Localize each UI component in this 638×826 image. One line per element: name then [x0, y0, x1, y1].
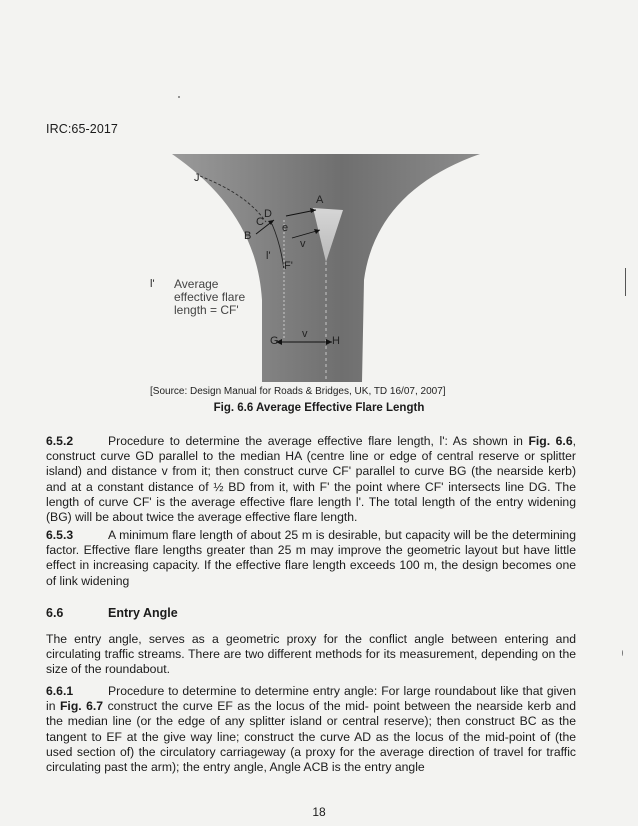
document-code: IRC:65-2017: [46, 122, 118, 136]
figure-caption: Fig. 6.6 Average Effective Flare Length: [213, 402, 425, 414]
label-l-prime-left: l': [150, 278, 155, 290]
section-6-5-3: [46, 528, 576, 589]
figure-flare-length: [150, 150, 480, 382]
legend-line-3: length = CF': [174, 303, 239, 317]
section-number: 6.5.3: [46, 528, 74, 542]
legend-line-2: effective flare: [174, 290, 246, 304]
label-D: D: [264, 208, 272, 220]
section-text: , construct curve GD parallel to the median HA (centre line or edge of central reserve or splitter island) and distance v from it; then construct curve CF' parallel to curve BG (the nearside kerb) and at a constant distance of ½ BD from it, with F' the point where CF' intersects line DG. The length of curve CF' is the average effective flare length l'. The total length of the entry widening (BG) will be about twice the average effective flare length.: [46, 434, 576, 525]
label-v-top: v: [300, 238, 306, 250]
figure-reference: Fig. 6.7: [59, 699, 104, 714]
section-6-6-1: [46, 684, 576, 775]
page-number: 18: [312, 805, 326, 819]
label-G: G: [270, 335, 279, 347]
flare-legend: [174, 278, 245, 317]
section-text: Procedure to determine the average effective flare length, l': As shown in: [108, 434, 529, 448]
label-J: J: [194, 172, 200, 184]
label-C: C: [256, 216, 264, 228]
label-v-bottom: v: [302, 328, 308, 340]
label-B: B: [244, 230, 252, 242]
label-A: A: [316, 194, 324, 206]
label-F-prime: F': [284, 260, 293, 272]
figure-reference: Fig. 6.6: [528, 434, 573, 448]
heading-title: Entry Angle: [108, 606, 178, 620]
scan-speck: [622, 650, 623, 656]
figure-source: [Source: Design Manual for Roads & Bridges, UK, TD 16/07, 2007]: [150, 386, 446, 397]
section-number: 6.5.2: [46, 434, 74, 448]
section-heading-6-6: [46, 606, 178, 620]
section-text: Procedure to determine to determine entry angle: For large roundabout like that given in: [46, 684, 576, 714]
label-e: e: [282, 222, 289, 234]
section-6-5-2: [46, 434, 576, 525]
scan-speck: [178, 96, 180, 98]
section-number: 6.6.1: [46, 684, 74, 698]
section-text: A minimum flare length of about 25 m is desirable, but capacity will be the determining factor. Effective flare lengths greater than 25 m may improve the geometric layout but have little effect in increasing capacity. If the effective flare length exceeds 100 m, the design becomes one of link widening: [46, 528, 576, 588]
section-text: construct the curve EF as the locus of the mid- point between the nearside kerb and the median line (or the edge of any splitter island or central reserve); then construct BC as the tangent to EF at the give way line; construct the curve AD as the locus of the mid-point of (the used section of) the circulatory carriageway (a proxy for the average direction of travel for traffic circulating past the arm); the entry angle, Angle ACB is the entry angle: [46, 699, 576, 775]
flare-diagram: [150, 150, 480, 382]
margin-mark: [625, 268, 626, 296]
legend-line-1: Average: [174, 277, 219, 291]
label-H: H: [332, 335, 340, 347]
label-l-prime-inner: l': [266, 250, 271, 262]
section-6-6-intro: The entry angle, serves as a geometric proxy for the conflict angle between entering and circulating traffic streams. There are two different methods for its measurement, depending on the size of the roundabout.: [46, 632, 576, 677]
heading-number: 6.6: [46, 606, 64, 620]
